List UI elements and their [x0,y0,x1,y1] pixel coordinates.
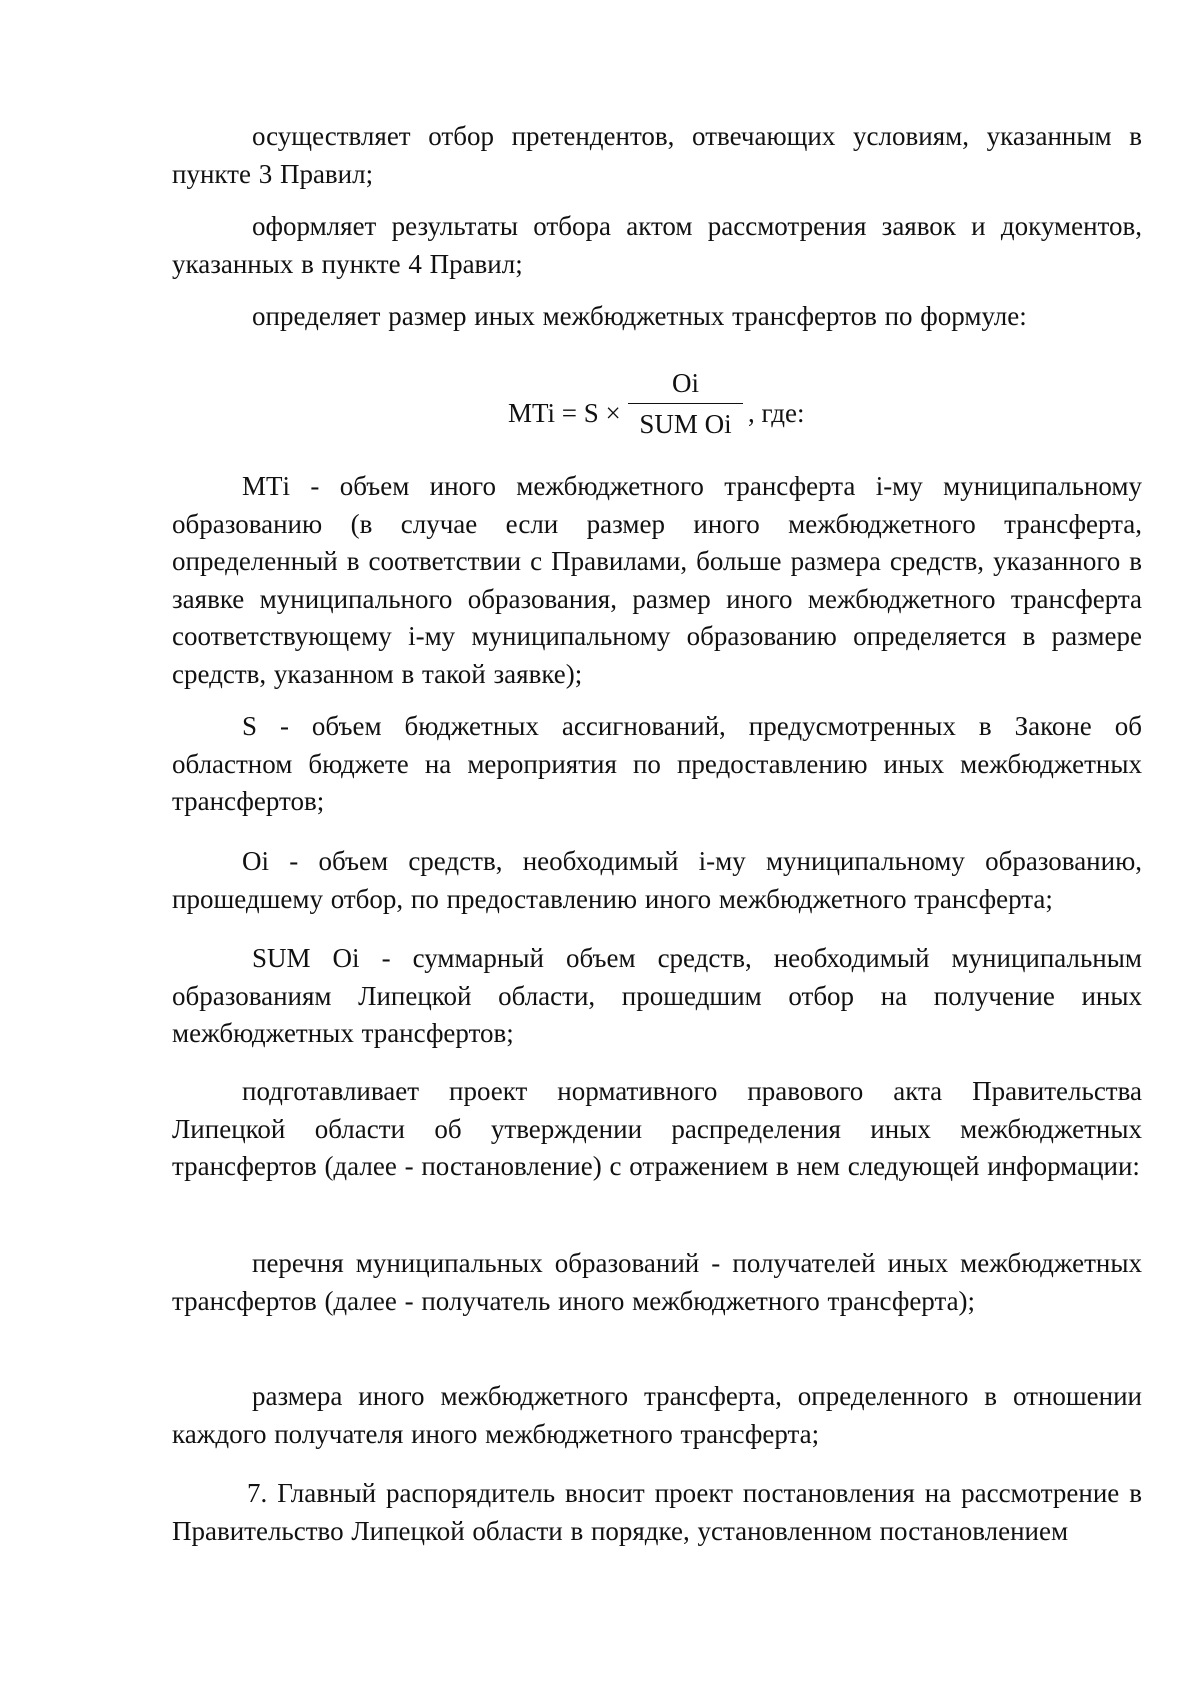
paragraph-definition-sum-oi: SUM Oi - суммарный объем средств, необходимый муниципальным образованиям Липецкой области, прошедшим отбор на получение иных межбюджетных трансфертов; [172,943,1142,1048]
paragraph-definition-s: S - объем бюджетных ассигнований, предусмотренных в Законе об областном бюджете на мероприятия по предоставлению иных межбюджетных трансфертов; [172,711,1142,816]
formula-fraction [628,365,743,442]
paragraph-list-recipients: перечня муниципальных образований - получателей иных межбюджетных трансфертов (далее - получатель иного межбюджетного трансферта); [172,1248,1142,1316]
paragraph-definition-oi: Oi - объем средств, необходимый i-му муниципальному образованию, прошедшему отбор, по предоставлению иного межбюджетного трансферта; [172,846,1142,914]
paragraph-transfer-size: размера иного межбюджетного трансферта, определенного в отношении каждого получателя иного межбюджетного трансферта; [172,1381,1142,1449]
formula-left: MTi = S × [508,398,621,428]
formula-fraction-bar [628,403,743,404]
paragraph-prepares-draft: подготавливает проект нормативного правового акта Правительства Липецкой области об утверждении распределения иных межбюджетных трансфертов (далее - постановление) с отражением в нем следующей информации: [172,1076,1142,1181]
formula-denominator: SUM Oi [639,409,732,439]
formula-right: , где: [748,398,805,428]
formula-numerator: Oi [672,368,699,398]
paragraph-item-7: 7. Главный распорядитель вносит проект постановления на рассмотрение в Правительство Липецкой области в порядке, установленном постановлением [172,1478,1142,1546]
paragraph-definition-mti: МТi - объем иного межбюджетного трансферта i-му муниципальному образованию (в случае если размер иного межбюджетного трансферта, определенный в соответствии с Правилами, больше размера средств, указанного в заявке муниципального образования, размер иного межбюджетного трансферта соответствующему i-му муниципальному образованию определяется в размере средств, указанном в такой заявке); [172,471,1142,689]
formula [508,365,868,465]
paragraph-size-formula-intro: определяет размер иных межбюджетных трансфертов по формуле: [252,301,1027,331]
paragraph-selection: осуществляет отбор претендентов, отвечающих условиям, указанным в пункте 3 Правил; [172,121,1142,189]
paragraph-results: оформляет результаты отбора актом рассмотрения заявок и документов, указанных в пункте 4 Правил; [172,211,1142,279]
